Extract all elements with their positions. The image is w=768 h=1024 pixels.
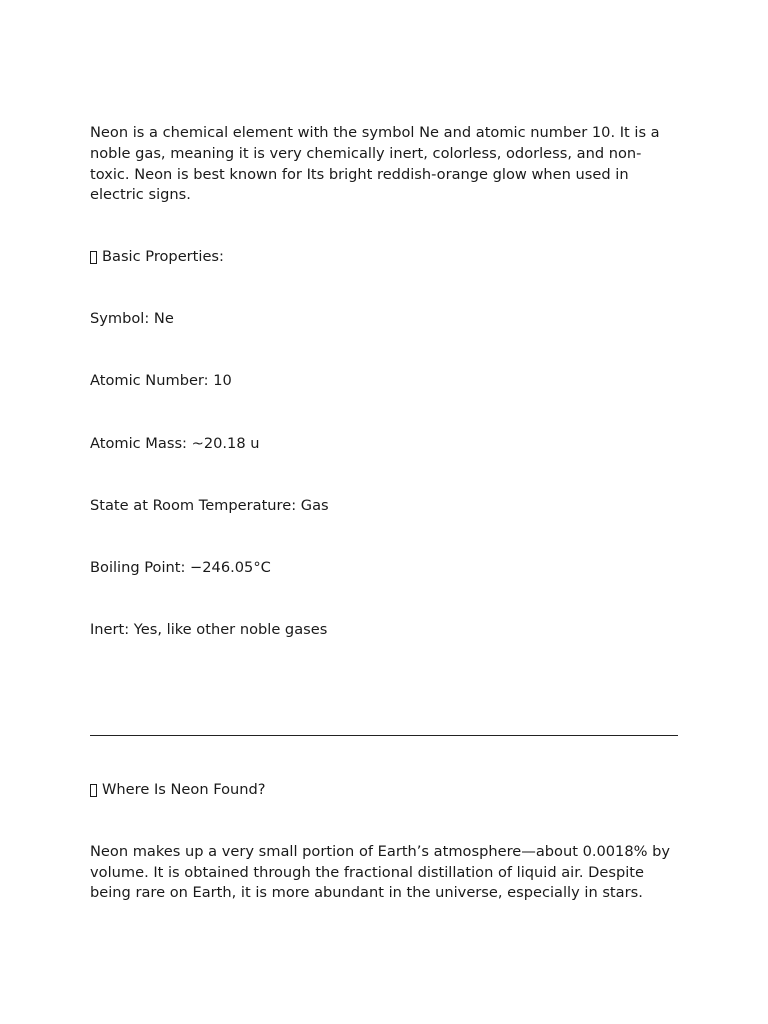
missing-glyph-icon: [90, 784, 97, 797]
property-inert: Inert: Yes, like other noble gases: [90, 621, 328, 639]
where-found-section: [90, 780, 678, 904]
property-state: State at Room Temperature: Gas: [90, 496, 329, 514]
basic-properties-heading-text: Basic Properties:: [102, 248, 224, 266]
where-found-paragraph: Neon makes up a very small portion of Earth’s atmosphere—about 0.0018% by volume. It is obtained through the fractional distillation of liquid air. Despite being rare on Earth, it is more abundant in the universe, especially in stars.: [90, 842, 671, 902]
property-atomic-number: Atomic Number: 10: [90, 372, 232, 390]
basic-properties-heading: [90, 247, 678, 268]
where-found-heading: [90, 780, 678, 801]
missing-glyph-icon: [90, 251, 97, 264]
properties-list: [90, 309, 678, 641]
property-atomic-mass: Atomic Mass: ~20.18 u: [90, 434, 260, 452]
intro-paragraph: Neon is a chemical element with the symbol Ne and atomic number 10. It is a noble gas, meaning it is very chemically inert, colorless, odorless, and non-toxic. Neon is best known for Its bright reddish-orange glow when used in electric signs.: [90, 124, 660, 204]
property-boiling-point: Boiling Point: −246.05°C: [90, 559, 271, 577]
where-found-heading-text: Where Is Neon Found?: [102, 781, 266, 798]
property-symbol: Symbol: Ne: [90, 309, 174, 327]
horizontal-divider: [90, 735, 678, 736]
document-body: [90, 123, 678, 641]
